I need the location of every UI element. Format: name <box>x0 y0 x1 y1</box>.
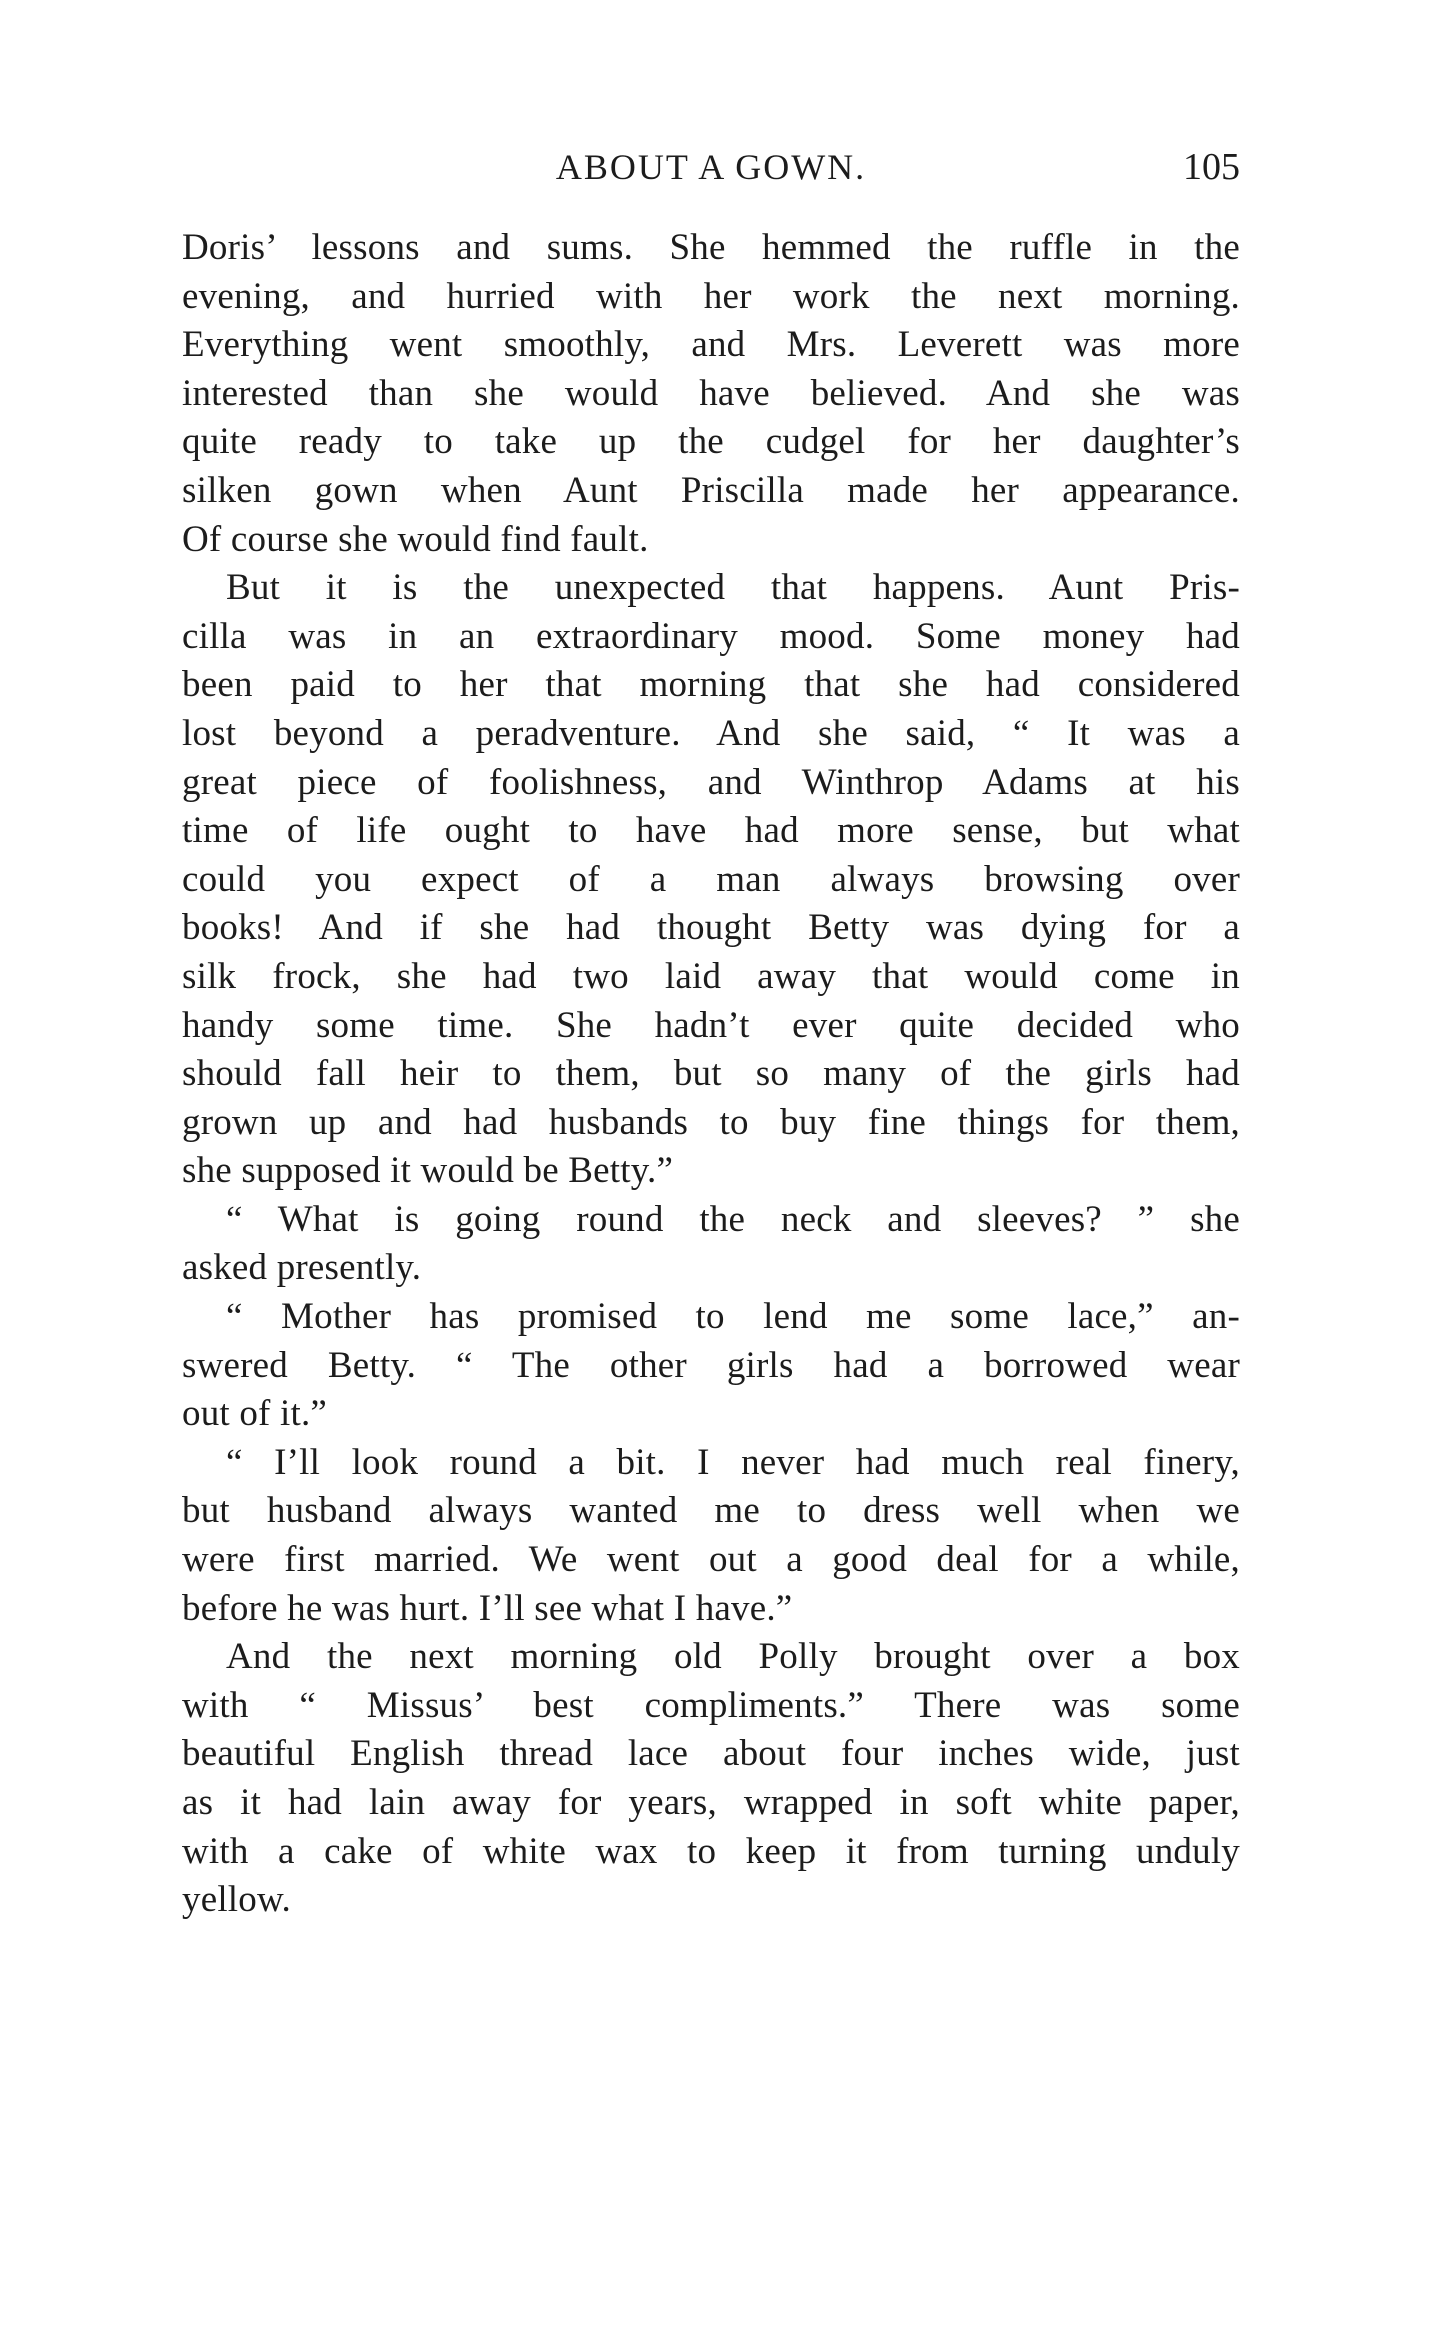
text-line: with “ Missus’ best compliments.” There was some <box>182 1684 1240 1726</box>
text-line: great piece of foolishness, and Winthrop Adams at his <box>182 761 1240 803</box>
text-line: should fall heir to them, but so many of the girls had <box>182 1053 1240 1095</box>
body-text <box>182 224 1240 1925</box>
text-line: time of life ought to have had more sense, but what <box>182 810 1240 852</box>
text-line: but husband always wanted me to dress well when we <box>182 1490 1240 1532</box>
text-line: were first married. We went out a good deal for a while, <box>182 1539 1240 1581</box>
text-line: “ I’ll look round a bit. I never had much real finery, <box>226 1441 1240 1483</box>
text-line: books! And if she had thought Betty was dying for a <box>182 907 1240 949</box>
text-line: quite ready to take up the cudgel for her daughter’s <box>182 421 1240 463</box>
text-line: “ What is going round the neck and sleeves? ” she <box>226 1198 1240 1240</box>
text-line: she supposed it would be Betty.” <box>182 1150 674 1192</box>
text-line: “ Mother has promised to lend me some lace,” an- <box>226 1296 1240 1338</box>
text-line: But it is the unexpected that happens. Aunt Pris- <box>226 567 1240 609</box>
text-line: swered Betty. “ The other girls had a borrowed wear <box>182 1344 1240 1386</box>
text-line: been paid to her that morning that she had considered <box>182 664 1240 706</box>
text-line: out of it.” <box>182 1393 328 1435</box>
text-line: interested than she would have believed. And she was <box>182 372 1240 414</box>
text-line: as it had lain away for years, wrapped in soft white paper, <box>182 1782 1240 1823</box>
text-line: asked presently. <box>182 1247 422 1289</box>
text-line: evening, and hurried with her work the next morning. <box>182 275 1240 317</box>
text-line: yellow. <box>182 1879 291 1921</box>
text-line: beautiful English thread lace about four inches wide, just <box>182 1733 1240 1775</box>
text-line: before he was hurt. I’ll see what I have.” <box>182 1587 793 1629</box>
text-line: lost beyond a peradventure. And she said, “ It was a <box>182 712 1240 754</box>
text-line: cilla was in an extraordinary mood. Some money had <box>182 615 1240 657</box>
running-title: ABOUT A GOWN. <box>555 147 867 187</box>
text-line: silken gown when Aunt Priscilla made her appearance. <box>182 469 1240 511</box>
text-line: with a cake of white wax to keep it from turning unduly <box>182 1830 1240 1872</box>
text-line: Of course she would find fault. <box>182 518 649 560</box>
text-line: Everything went smoothly, and Mrs. Leverett was more <box>182 324 1240 366</box>
text-line: silk frock, she had two laid away that would come in <box>182 955 1240 997</box>
text-line: And the next morning old Polly brought over a box <box>226 1636 1240 1678</box>
text-line: could you expect of a man always browsing over <box>182 858 1240 900</box>
text-line: Doris’ lessons and sums. She hemmed the ruffle in the <box>182 227 1240 268</box>
running-head <box>182 140 1240 194</box>
text-line: handy some time. She hadn’t ever quite decided who <box>182 1004 1240 1046</box>
text-line: grown up and had husbands to buy fine things for them, <box>182 1101 1240 1143</box>
page-number: 105 <box>1183 146 1240 188</box>
